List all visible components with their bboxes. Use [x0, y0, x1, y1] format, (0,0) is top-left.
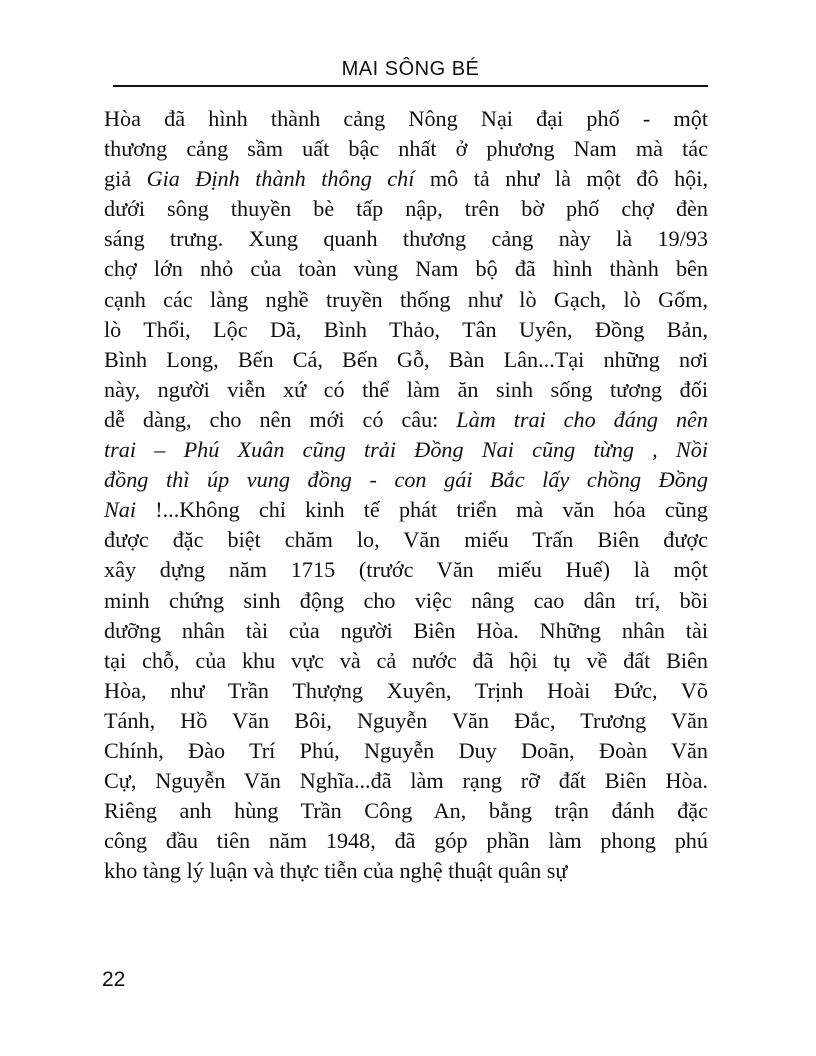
- text-line-3-start: giả: [104, 166, 147, 192]
- text-line-18: dưỡng nhân tài của người Biên Hòa. Những nhân tài: [104, 617, 708, 643]
- text-line-26: kho tàng lý luận và thực tiễn của nghệ thuật quân sự: [104, 858, 568, 884]
- text-line-15: được đặc biệt chăm lo, Văn miếu Trấn Biên được: [104, 527, 708, 553]
- body-text: [104, 104, 708, 886]
- text-line-7: cạnh các làng nghề truyền thống như lò Gạch, lò Gốm,: [104, 286, 708, 312]
- proverb-italic-1: Làm trai cho đáng nên: [456, 406, 708, 432]
- text-line-21: Tánh, Hồ Văn Bôi, Nguyễn Văn Đắc, Trương Văn: [104, 707, 708, 733]
- text-line-6: chợ lớn nhỏ của toàn vùng Nam bộ đã hình thành bên: [104, 256, 708, 282]
- text-line-3-end: mô tả như là một đô hội,: [414, 166, 708, 192]
- header-rule: [113, 85, 708, 87]
- running-header-title: MAI SÔNG BÉ: [341, 58, 480, 80]
- text-line-11-start: dễ dàng, cho nên mới có câu:: [104, 406, 457, 432]
- text-line-9: Bình Long, Bến Cá, Bến Gỗ, Bàn Lân...Tại những nơi: [104, 346, 708, 372]
- text-line-25: công đầu tiên năm 1948, đã góp phần làm phong phú: [104, 828, 708, 854]
- text-line-10: này, người viễn xứ có thể làm ăn sinh sống tương đối: [104, 376, 708, 402]
- book-title-italic: Gia Định thành thông chí: [146, 166, 415, 192]
- text-line-14-end: !...Không chỉ kinh tế phát triển mà văn hóa cũng: [136, 497, 708, 523]
- text-line-11: [104, 405, 708, 435]
- text-line-13: [104, 465, 708, 495]
- proverb-italic-2: trai – Phú Xuân cũng trải Đồng Nai cũng từng , Nồi: [104, 437, 708, 463]
- text-line-22: Chính, Đào Trí Phú, Nguyễn Duy Doãn, Đoàn Văn: [104, 737, 708, 763]
- text-line-5: sáng trưng. Xung quanh thương cảng này là 19/93: [104, 226, 708, 252]
- page-number: 22: [102, 968, 126, 991]
- text-line-16: xây dựng năm 1715 (trước Văn miếu Huế) là một: [104, 557, 708, 583]
- text-line-23: Cự, Nguyễn Văn Nghĩa...đã làm rạng rỡ đất Biên Hòa.: [104, 768, 708, 794]
- text-line-20: Hòa, như Trần Thượng Xuyên, Trịnh Hoài Đức, Võ: [104, 677, 708, 703]
- proverb-italic-3: đồng thì úp vung đồng - con gái Bắc lấy chồng Đồng: [104, 467, 708, 493]
- proverb-italic-4: Nai: [104, 497, 137, 523]
- text-line-3: [104, 164, 708, 194]
- text-line-17: minh chứng sinh động cho việc nâng cao dân trí, bồi: [104, 587, 708, 613]
- text-line-8: lò Thổi, Lộc Dã, Bình Thảo, Tân Uyên, Đồng Bản,: [104, 316, 708, 342]
- text-line-4: dưới sông thuyền bè tấp nập, trên bờ phố chợ đèn: [104, 196, 708, 222]
- text-line-24: Riêng anh hùng Trần Công An, bằng trận đánh đặc: [104, 798, 708, 824]
- text-line-14: [104, 495, 708, 525]
- text-line-12: [104, 435, 708, 465]
- text-line-19: tại chỗ, của khu vực và cả nước đã hội tụ về đất Biên: [104, 647, 708, 673]
- text-line-2: thương cảng sầm uất bậc nhất ở phương Nam mà tác: [104, 136, 708, 162]
- text-line-1: Hòa đã hình thành cảng Nông Nại đại phố - một: [104, 106, 708, 131]
